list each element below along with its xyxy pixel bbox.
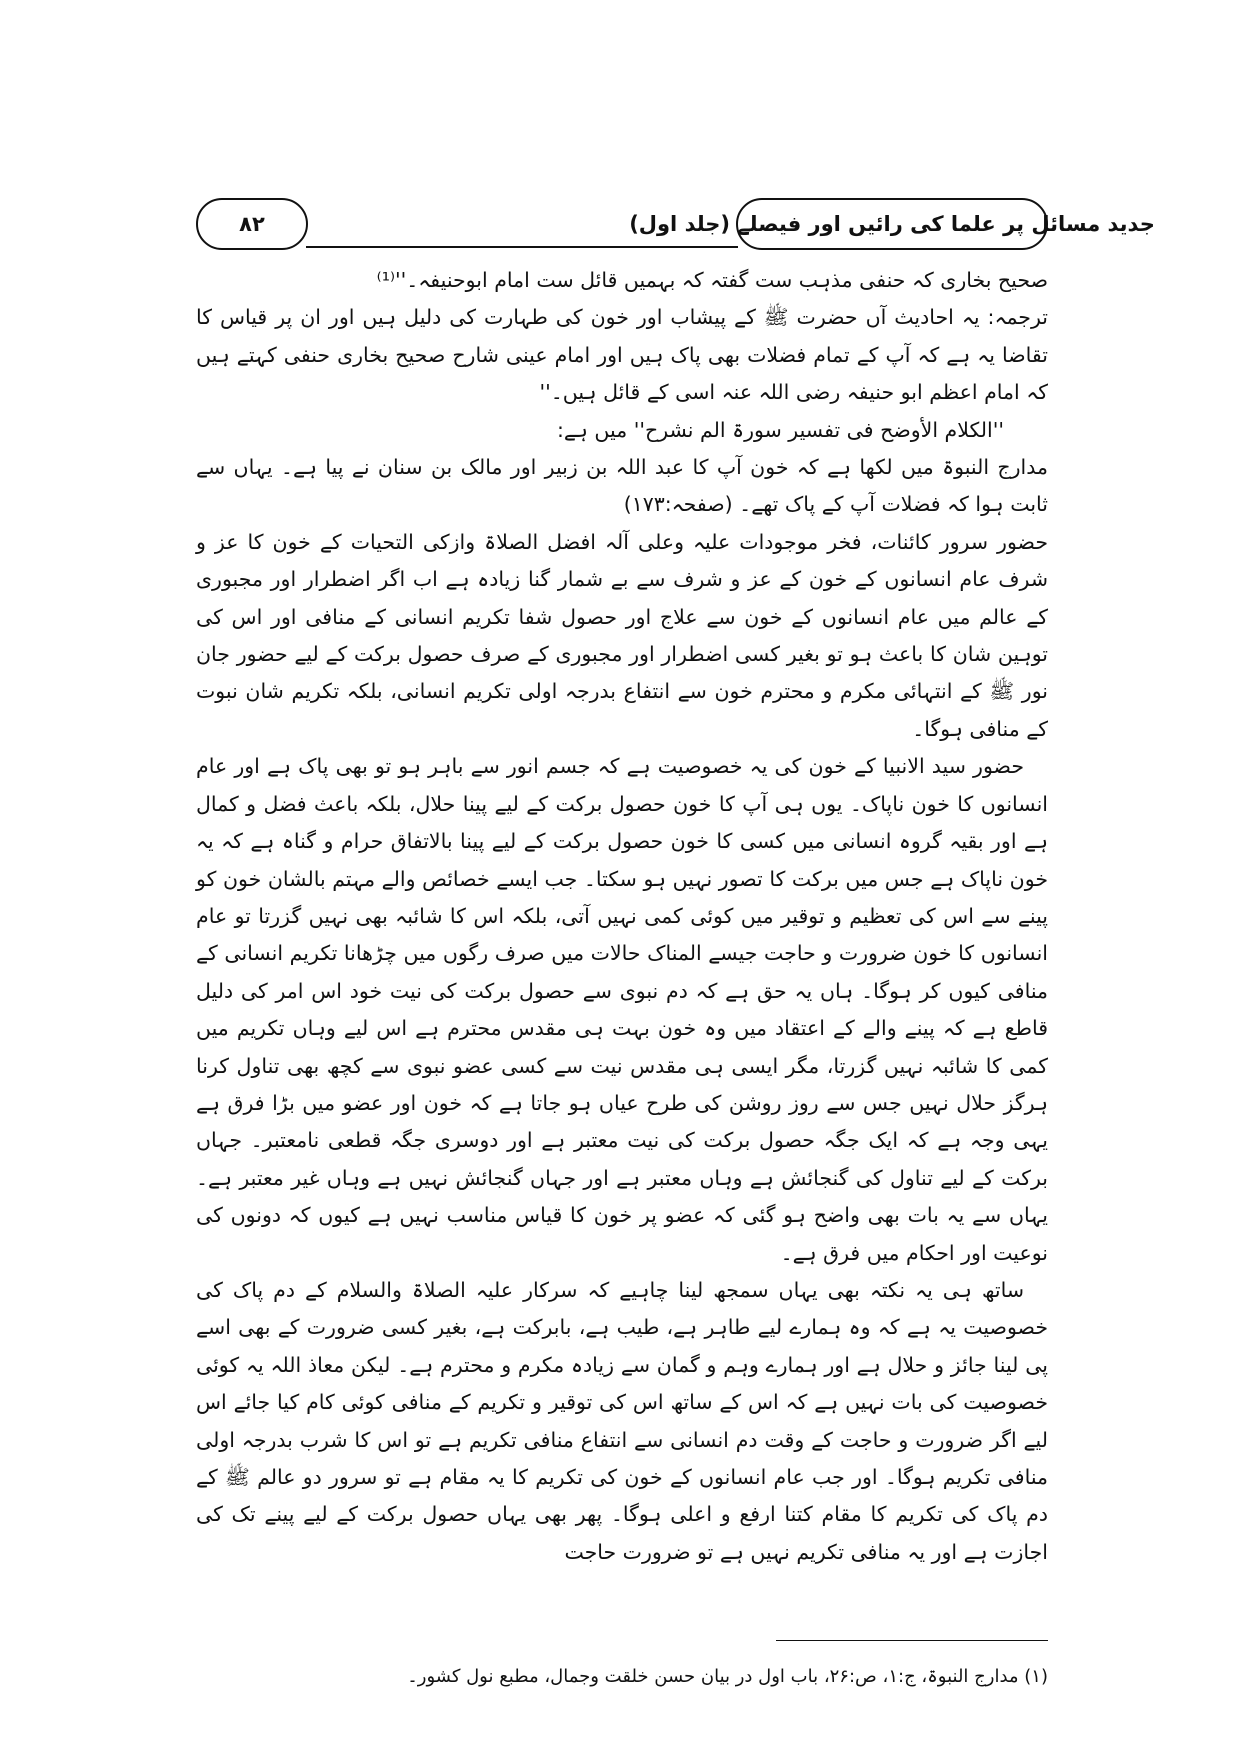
footnote: (۱) مدارج النبوۃ، ج:۱، ص:۲۶، باب اول در بیان حسن خلقت وجمال، مطبع نول کشور۔ bbox=[407, 1666, 1048, 1687]
page-number-frame bbox=[196, 198, 308, 250]
paragraph-blood-honor: حضور سرور کائنات، فخر موجودات علیہ وعلی آلہ افضل الصلاۃ وازکی التحیات کے خون کا عز و شرف عام انسانوں کے خون کے عز و شرف سے بے شمار گنا زیادہ ہے اب اگر اضطرار اور مجبوری کے عالم میں عام انسانوں کے خون سے علاج اور حصول شفا تکریم انسانی کے منافی اور اس کی توہین شان کا باعث ہو تو بغیر کسی اضطرار اور مجبوری کے صرف حصول برکت کے لیے حضور جان نور ﷺ کے انتہائی مکرم و محترم خون سے انتفاع بدرجہ اولی تکریم انسانی، بلکہ تکریم شان نبوت کے منافی ہوگا۔ bbox=[196, 529, 1048, 741]
running-header bbox=[196, 198, 1155, 254]
paragraph-madarij: مدارج النبوۃ میں لکھا ہے کہ خون آپ کا عبد اللہ بن زبیر اور مالک بن سنان نے پیا ہے۔ یہاں سے ثابت ہوا کہ فضلات آپ کے پاک تھے۔ (صفحہ:۱۷۳) bbox=[196, 455, 1048, 517]
paragraph-point: ساتھ ہی یہ نکتہ بھی یہاں سمجھ لینا چاہیے کہ سرکار علیہ الصلاۃ والسلام کے دم پاک کی خصوصیت یہ ہے کہ وہ ہمارے لیے طاہر ہے، طیب ہے، بابرکت ہے، بغیر کسی ضرورت کے بھی اسے پی لینا جائز و حلال ہے اور ہمارے وہم و گمان سے زیادہ مکرم و محترم ہے۔ لیکن معاذ اللہ یہ کوئی خصوصیت کی بات نہیں ہے کہ اس کے ساتھ اس کی توقیر و تکریم کے منافی کوئی کام کیا جائے اس لیے اگر ضرورت و حاجت کے وقت دم انسانی سے انتفاع منافی تکریم ہے تو اس کا شرب بدرجہ اولی منافی تکریم ہوگا۔ اور جب عام انسانوں کے خون کی تکریم کا یہ مقام ہے تو سرور دو عالم ﷺ کے دم پاک کی تکریم کا مقام کتنا ارفع و اعلی ہوگا۔ پھر بھی یہاں حصول برکت کے لیے پینے تک کی اجازت ہے اور یہ منافی تکریم نہیں ہے تو ضرورت حاجت bbox=[196, 1277, 1048, 1564]
main-text bbox=[196, 262, 1048, 1571]
book-title: جدید مسائل پر علما کی رائیں اور فیصلے (جلد اول) bbox=[629, 212, 1155, 236]
header-rule bbox=[306, 246, 738, 248]
opening-line: صحیح بخاری کہ حنفی مذہب ست گفتہ کہ بہمیں قائل ست امام ابوحنیفہ۔''⁽¹⁾ bbox=[376, 268, 1048, 292]
paragraph-translation: ترجمہ: یہ احادیث آں حضرت ﷺ کے پیشاب اور خون کی طہارت کی دلیل ہیں اور ان پر قیاس کا تقاضا یہ ہے کہ آپ کے تمام فضلات بھی پاک ہیں اور امام عینی شارح صحیح بخاری حنفی کہتے ہیں کہ امام اعظم ابو حنیفہ رضی اللہ عنہ اسی کے قائل ہیں۔'' bbox=[196, 305, 1048, 405]
paragraph-blood-speciality: حضور سید الانبیا کے خون کی یہ خصوصیت ہے کہ جسم انور سے باہر ہو تو بھی پاک ہے اور عام انسانوں کا خون ناپاک۔ یوں ہی آپ کا خون حصول برکت کے لیے پینا حلال، بلکہ باعث فضل و کمال ہے اور بقیہ گروہ انسانی میں کسی کا خون حصول برکت کے لیے پینا بالاتفاق حرام و گناہ ہے کہ یہ خون ناپاک ہے جس میں برکت کا تصور نہیں ہو سکتا۔ جب ایسے خصائص والے مہتم بالشان خون کو پینے سے اس کی تعظیم و توقیر میں کوئی کمی نہیں آتی، بلکہ اس کا شائبہ بھی نہیں گزرتا تو عام انسانوں کا خون ضرورت و حاجت جیسے المناک حالات میں صرف رگوں میں چڑھانا تکریم انسانی کے منافی کیوں کر ہوگا۔ ہاں یہ حق ہے کہ دم نبوی سے حصول برکت کی نیت خود اس امر کی دلیل قاطع ہے کہ پینے والے کے اعتقاد میں وہ خون بہت ہی مقدس محترم ہے اس لیے وہاں تکریم میں کمی کا شائبہ نہیں گزرتا، مگر ایسی ہی مقدس نیت سے کسی عضو نبوی سے کچھ بھی تناول کرنا ہرگز حلال نہیں جس سے روز روشن کی طرح عیاں ہو جاتا ہے کہ خون اور عضو میں بڑا فرق ہے یہی وجہ ہے کہ ایک جگہ حصول برکت کی نیت معتبر ہے اور دوسری جگہ قطعی نامعتبر۔ جہاں برکت کے لیے تناول کی گنجائش ہے وہاں معتبر ہے اور جہاں گنجائش نہیں ہے وہاں غیر معتبر ہے۔ یہاں سے یہ بات بھی واضح ہو گئی کہ عضو پر خون کا قیاس مناسب نہیں ہے کیوں کہ دونوں کی نوعیت اور احکام میں فرق ہے۔ bbox=[196, 754, 1048, 1265]
page-number: ۸۲ bbox=[239, 212, 265, 236]
footnote-divider bbox=[776, 1640, 1048, 1641]
book-title-frame bbox=[629, 198, 1155, 250]
paragraph-source-heading: ''الکلام الأوضح فی تفسیر سورۃ الم نشرح'' میں ہے: bbox=[556, 417, 1004, 442]
